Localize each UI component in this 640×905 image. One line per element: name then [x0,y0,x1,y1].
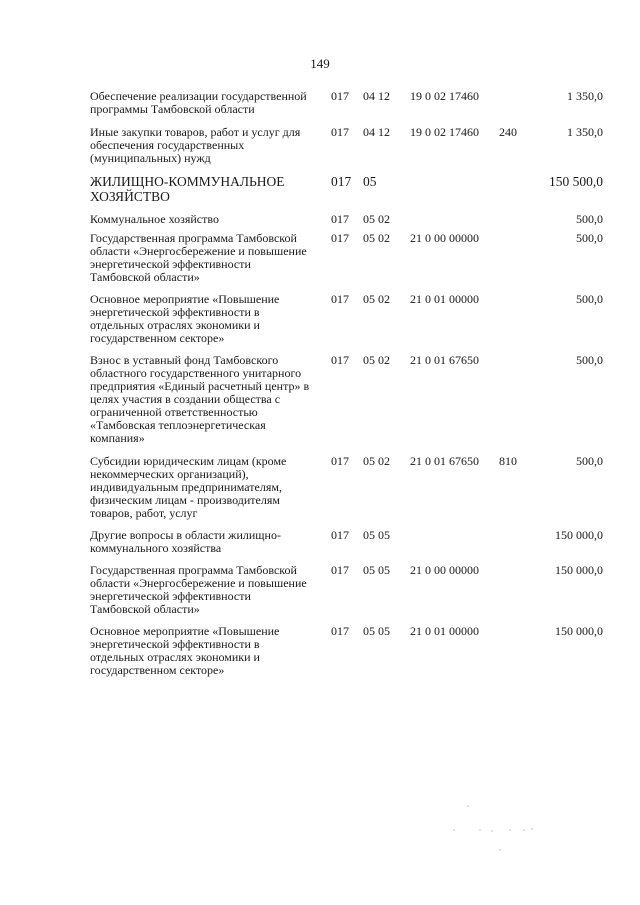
row-target-code: 21 0 00 00000 [410,563,479,577]
row-ministry-code: 017 [331,125,349,139]
table-row [90,564,610,616]
row-target-code: 21 0 00 00000 [410,231,479,245]
row-amount: 500,0 [576,353,603,367]
row-section-code: 05 02 [363,231,390,245]
row-amount: 1 350,0 [567,125,603,139]
table-row [90,625,610,677]
row-ministry-code: 017 [331,353,349,367]
row-amount: 1 350,0 [567,89,603,103]
row-ministry-code: 017 [331,563,349,577]
row-ministry-code: 017 [331,174,352,189]
row-ministry-code: 017 [331,292,349,306]
row-section-code: 05 05 [363,528,390,542]
table-row [90,293,610,345]
row-amount: 500,0 [576,212,603,226]
row-name: ЖИЛИЩНО-КОММУНАЛЬНОЕ ХОЗЯЙСТВО [90,174,285,204]
page-number: 149 [310,56,330,71]
row-section-code: 05 02 [363,454,390,468]
row-section-code: 05 02 [363,212,390,226]
table-row [90,126,610,165]
budget-table [90,90,610,677]
row-name: Взнос в уставный фонд Тамбовского областного государственного унитарного предприятия «Единый расчетный центр» в целях участия в создании общества с ограниченной ответственностью «Тамбовская теплоэнергетическая компания» [90,353,310,445]
row-ministry-code: 017 [331,624,349,638]
row-target-code: 21 0 01 67650 [410,353,479,367]
row-name: Иные закупки товаров, работ и услуг для обеспечения государственных (муниципальных) нужд [90,125,301,165]
row-ministry-code: 017 [331,212,349,226]
row-name: Обеспечение реализации государственной программы Тамбовской области [90,89,307,116]
row-name: Коммунальное хозяйство [90,212,219,226]
row-target-code: 21 0 01 67650 [410,454,479,468]
row-section-code: 04 12 [363,89,390,103]
row-target-code: 19 0 02 17460 [410,125,479,139]
row-target-code: 19 0 02 17460 [410,89,479,103]
row-amount: 500,0 [576,292,603,306]
row-amount: 150 000,0 [555,624,603,638]
row-section-code: 05 [363,174,377,189]
row-ministry-code: 017 [331,454,349,468]
row-section-code: 05 05 [363,563,390,577]
row-section-code: 05 02 [363,353,390,367]
row-ministry-code: 017 [331,528,349,542]
row-expense-type: 810 [499,454,517,468]
table-row [90,354,610,445]
row-section-code: 05 02 [363,292,390,306]
row-expense-type: 240 [499,125,517,139]
table-row [90,174,610,204]
row-target-code: 21 0 01 00000 [410,292,479,306]
table-row [90,90,610,116]
row-section-code: 04 12 [363,125,390,139]
row-target-code: 21 0 01 00000 [410,624,479,638]
table-row [90,529,610,555]
row-ministry-code: 017 [331,89,349,103]
row-name: Субсидии юридическим лицам (кроме некоммерческих организаций), индивидуальным предпринимателям, физическим лицам - производителям товаров, работ, услуг [90,454,287,520]
row-amount: 500,0 [576,454,603,468]
row-name: Государственная программа Тамбовской области «Энергосбережение и повышение энергетической эффективности Тамбовской области» [90,231,307,284]
row-section-code: 05 05 [363,624,390,638]
row-amount: 150 000,0 [555,563,603,577]
table-row [90,213,610,226]
row-name: Другие вопросы в области жилищно-коммунального хозяйства [90,528,281,555]
row-ministry-code: 017 [331,231,349,245]
table-row [90,232,610,284]
scan-noise-marks [440,800,560,860]
row-name: Государственная программа Тамбовской области «Энергосбережение и повышение энергетической эффективности Тамбовской области» [90,563,307,616]
row-name: Основное мероприятие «Повышение энергетической эффективности в отдельных отраслях экономики и государственном секторе» [90,624,280,677]
row-name: Основное мероприятие «Повышение энергетической эффективности в отдельных отраслях экономики и государственном секторе» [90,292,280,345]
row-amount: 150 000,0 [555,528,603,542]
table-row [90,455,610,520]
row-amount: 500,0 [576,231,603,245]
row-amount: 150 500,0 [549,174,603,189]
